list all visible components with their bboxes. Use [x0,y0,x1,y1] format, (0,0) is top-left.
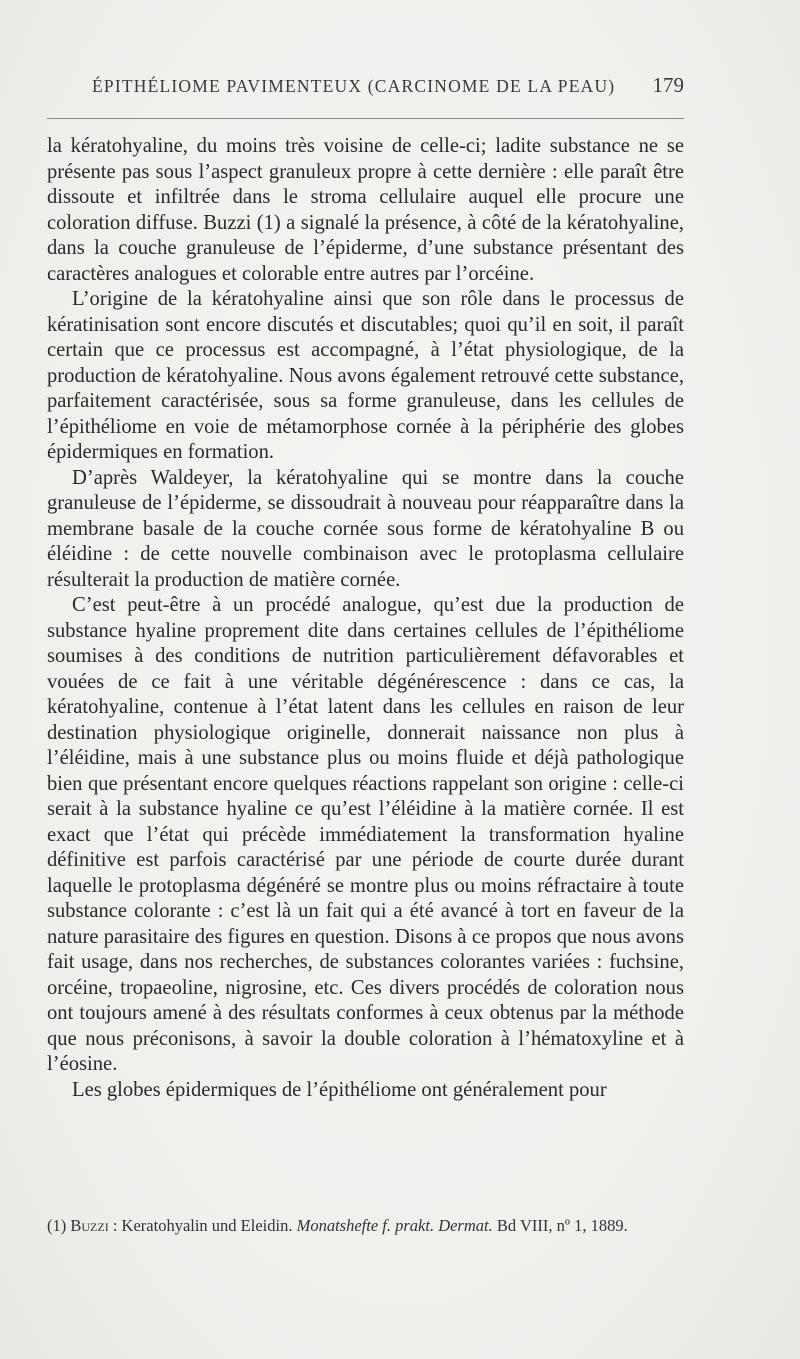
footnote-separator: : [108,1216,122,1235]
header-rule [47,118,684,119]
paragraph: D’après Waldeyer, la kératohyaline qui se montre dans la couche granuleuse de l’épiderme, se dissoudrait à nouveau pour réapparaître dans la membrane basale de la couche cornée sous forme de kératohyaline B ou éléidine : de cette nouvelle combinaison avec le protoplasma cellulaire résulterait la production de matière cornée. [47,466,684,591]
footnote-title: Keratohyalin und Eleidin. [121,1216,297,1235]
paragraph-continued: la kératohyaline, du moins très voisine de celle-ci; ladite substance ne se présente pas sous l’aspect granuleux propre à cette dernière : elle paraît être dissoute et infiltrée dans le stroma cellulaire auquel elle procure une coloration diffuse. Buzzi (1) a signalé la présence, à côté de la kératohyaline, dans la couche granuleuse de l’épiderme, d’une substance présentant des caractères analogues et colorable entre autres par l’orcéine. [47,135,684,285]
paragraph: Les globes épidermiques de l’épithéliome ont généralement pour [72,1078,607,1101]
footnote-author: Buzzi [70,1216,109,1235]
page-number: 179 [652,73,684,97]
paragraph: L’origine de la kératohyaline ainsi que son rôle dans le processus de kératinisation sont encore discutés et discutables; quoi qu’il en soit, il paraît certain que ce processus est accompagné, à l’état physiologique, de la production de kératohyaline. Nous avons également retrouvé cette substance, parfaitement caractérisée, sous sa forme granuleuse, dans les cellules de l’épithéliome en voie de métamorphose cornée à la périphérie des globes épidermiques en formation. [47,288,684,463]
paragraph: C’est peut-être à un procédé analogue, qu’est due la production de substance hyaline proprement dite dans certaines cellules de l’épithéliome soumises à des conditions de nutrition particulièrement défavorables et vouées de ce fait à une véritable dégénérescence : dans ce cas, la kératohyaline, contenue à l’état latent dans les cellules en raison de leur destination physiologique originelle, donnerait naissance non plus à l’éléidine, mais à une substance plus ou moins fluide et déjà pathologique bien que présentant encore quelques réactions rappelant son origine : celle-ci serait à la substance hyaline ce qu’est l’éléidine à la matière cornée. Il est exact que l’état qui précède immédiatement la transformation hyaline définitive est parfois caractérisé par une période de courte durée durant laquelle le protoplasma dégénéré se montre plus ou moins réfractaire à toute substance colorante : c’est là un fait qui a été avancé à tort en faveur de la nature parasitaire des figures en question. Disons à ce propos que nous avons fait usage, dans nos recherches, de substances colorantes variées : fuchsine, orcéine, tropaeoline, nigrosine, etc. Ces divers procédés de coloration nous ont toujours amené à des résultats conformes à ceux obtenus par la méthode que nous préconisons, à savoir la double coloration à l’hématoxyline et à l’éosine. [47,594,684,1075]
footnote-reference: Bd VIII, nº 1, 1889. [492,1216,628,1235]
footnote [47,1215,684,1237]
page-header [92,73,684,106]
footnote-marker: (1) [47,1216,67,1235]
footnote-journal: Monatshefte f. prakt. Dermat. [296,1216,493,1235]
body-text [47,134,684,1103]
running-head: ÉPITHÉLIOME PAVIMENTEUX (CARCINOME DE LA PEAU) [92,76,616,96]
